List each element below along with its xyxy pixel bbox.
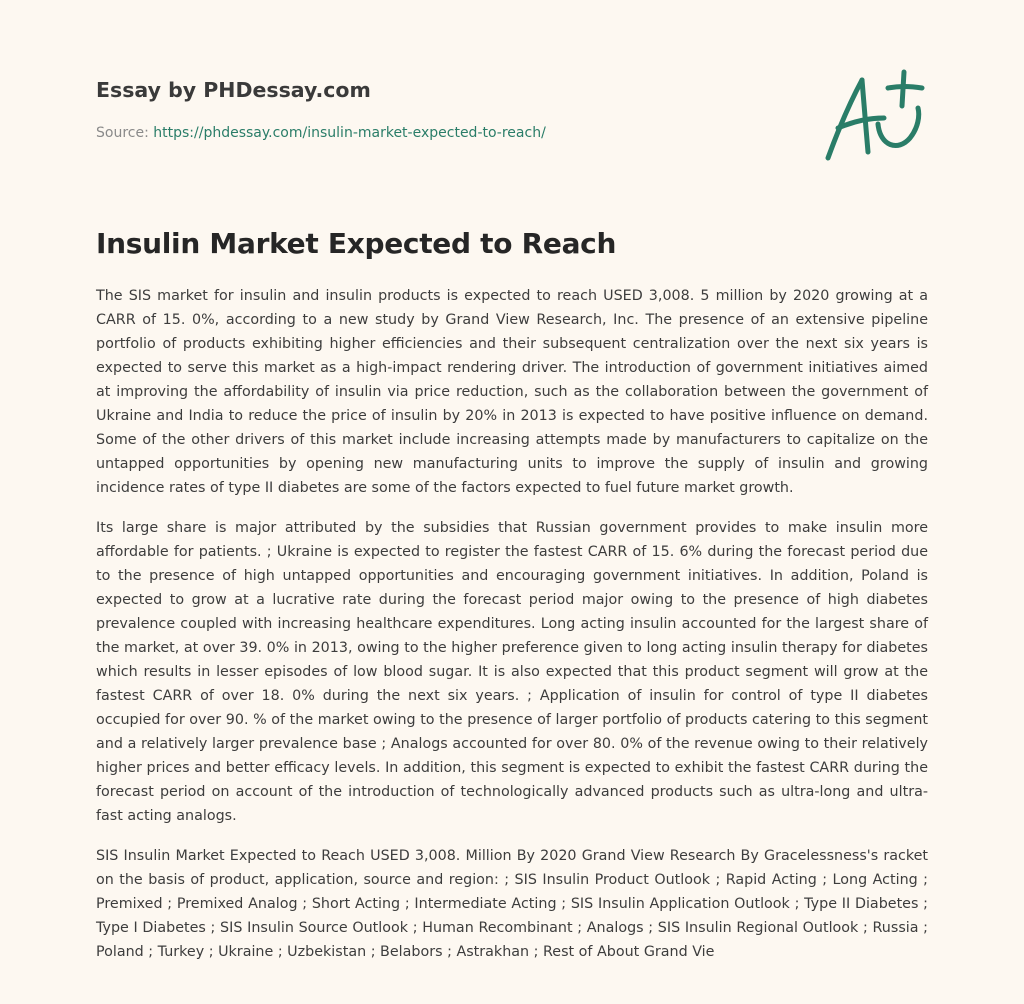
essay-title: Insulin Market Expected to Reach: [96, 227, 617, 260]
essay-paragraph-2: Its large share is major attributed by the subsidies that Russian government provides to make insulin more affordable for patients. ; Ukraine is expected to register the fastest CARR of 15. 6% during the forecast period due to the presence of high untapped opportunities and encouraging government initiatives. In addition, Poland is expected to grow at a lucrative rate during the forecast period major owing to the presence of high diabetes prevalence coupled with increasing healthcare expenditures. Long acting insulin accounted for the largest share of the market, at over 39. 0% in 2013, owing to the higher preference given to long acting insulin therapy for diabetes which results in lesser episodes of low blood sugar. It is also expected that this product segment will grow at the fastest CARR of over 18. 0% during the next six years. ; Application of insulin for control of type II diabetes occupied for over 90. % of the market owing to the presence of larger portfolio of products catering to this segment and a relatively larger prevalence base ; Analogs accounted for over 80. 0% of the revenue owing to their relatively higher prices and better efficacy levels. In addition, this segment is expected to exhibit the fastest CARR during the forecast period on account of the introduction of technologically advanced products such as ultra-long and ultra-fast acting analogs.: [96, 520, 928, 824]
site-title: Essay by PHDessay.com: [96, 78, 371, 102]
page-header: [96, 76, 796, 143]
essay-body: [96, 284, 928, 980]
a-plus-logo-icon: [818, 66, 930, 164]
source-link[interactable]: https://phdessay.com/insulin-market-expected-to-reach/: [153, 125, 546, 141]
source-label: Source:: [96, 125, 149, 141]
essay-paragraph-1: The SIS market for insulin and insulin products is expected to reach USED 3,008. 5 million by 2020 growing at a CARR of 15. 0%, according to a new study by Grand View Research, Inc. The presence of an extensive pipeline portfolio of products exhibiting higher efficiencies and their subsequent centralization over the next six years is expected to serve this market as a high-impact rendering driver. The introduction of government initiatives aimed at improving the affordability of insulin via price reduction, such as the collaboration between the government of Ukraine and India to reduce the price of insulin by 20% in 2013 is expected to have positive influence on demand. Some of the other drivers of this market include increasing attempts made by manufacturers to capitalize on the untapped opportunities by opening new manufacturing units to improve the supply of insulin and growing incidence rates of type II diabetes are some of the factors expected to fuel future market growth.: [96, 288, 928, 496]
essay-paragraph-3: SIS Insulin Market Expected to Reach USED 3,008. Million By 2020 Grand View Research By Gracelessness's racket on the basis of product, application, source and region: ; SIS Insulin Product Outlook ; Rapid Acting ; Long Acting ; Premixed ; Premixed Analog ; Short Acting ; Intermediate Acting ; SIS Insulin Application Outlook ; Type II Diabetes ; Type I Diabetes ; SIS Insulin Source Outlook ; Human Recombinant ; Analogs ; SIS Insulin Regional Outlook ; Russia ; Poland ; Turkey ; Ukraine ; Uzbekistan ; Belabors ; Astrakhan ; Rest of About Grand Vie: [96, 848, 928, 960]
source-line: [96, 123, 796, 143]
